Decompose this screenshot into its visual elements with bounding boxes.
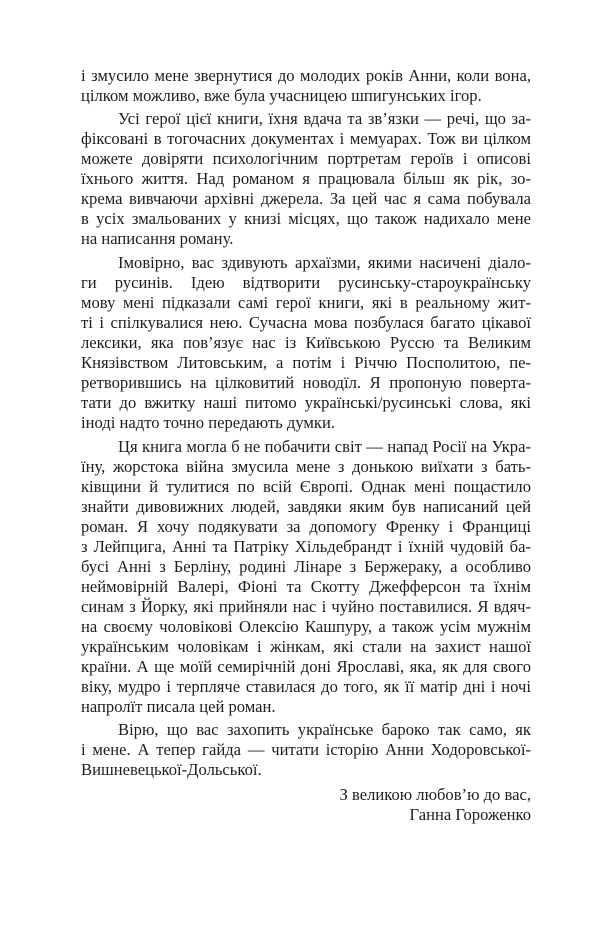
text-line: крема вивчаючи архівні джерела. За цей час я сама побувала [81,189,531,208]
text-line: ретворившись на цілковитий новодїл. Я пропоную поверта- [81,373,531,392]
text-line: Князівством Литовським, а потім і Річчю Посполитою, пе- [81,353,531,372]
text-line: неймовірній Валері, Фіоні та Скотту Джефферсон та їхнім [81,577,531,596]
text-line: цілком можливо, вже була учасницею шпигунських ігор. [81,86,482,105]
text-line: віку, мудро і терпляче ставилася до того, як її матір дні і ночі [81,677,531,696]
text-line: бусі Анні з Берліну, родині Лінаре з Бержераку, а особливо [81,557,531,576]
text-line: іноді надто точно передають думки. [81,413,336,432]
text-line: на написання роману. [81,229,234,248]
text-line: напролїт писала цей роман. [81,697,276,716]
text-line: фіксовані в тогочасних документах і мемуарах. Тож ви цілком [81,129,531,148]
text-line: можете довіряти психологічним портретам героїв і описові [81,149,531,168]
text-line: роман. Я хочу подякувати за допомогу Френку і Франциці [81,517,531,536]
text-line: Вишневецької-Дольської. [81,760,262,779]
text-line: їхнього життя. Над романом я працювала більш як рік, зо- [81,169,531,188]
text-line: мову мені підказали самі герої книги, які в реальному жит- [81,293,531,312]
text-line: їну, жорстока війна змусила мене з донькою виїхати з бать- [81,457,531,476]
text-line: Усі герої цієї книги, їхня вдача та зв’язки — речі, що за- [118,109,531,128]
text-line: ги русинів. Ідею відтворити русинську-староукраїнську [81,273,531,292]
text-line: Вірю, що вас захопить українське бароко так само, як [118,720,531,739]
text-line: ківщини й тулитися по всій Європі. Однак мені пощастило [81,477,531,496]
text-line: з Лейпцига, Анні та Патріку Хільдебрандт і їхній чудовій ба- [81,537,531,556]
text-line: і мене. А тепер гайда — читати історію Анни Ходоровської- [81,740,531,759]
text-line: синам з Йорку, які прийняли нас і чуйно поставилися. Я вдяч- [81,597,531,616]
signature-closing: З великою любов’ю до вас, [339,785,531,804]
text-line: країни. А ще моїй семирічній доні Ярославі, яка, як для свого [81,657,531,676]
signature-author: Ганна Гороженко [409,805,531,824]
text-line: на своєму чоловікові Олексію Кашпуру, а також усім мужнім [81,617,531,636]
text-line: ті і спілкувалися нею. Сучасна мова позбулася багато цікавої [81,313,531,332]
text-line: в усіх змальованих у книзі місцях, що також надихало мене [81,209,531,228]
text-line: Імовірно, вас здивують архаїзми, якими насичені діало- [118,253,531,272]
text-line: тати до вжитку наші питомо українські/русинські слова, які [81,393,531,412]
text-line: українським чоловікам і жінкам, які стали на захист нашої [81,637,531,656]
text-line: лексики, яка пов’язує нас із Київською Руссю та Великим [81,333,531,352]
text-line: Ця книга могла б не побачити світ — напад Росії на Укра- [118,437,531,456]
text-line: і змусило мене звернутися до молодих років Анни, коли вона, [81,66,531,85]
text-line: знайти дивовижних людей, завдяки яким був написаний цей [81,497,531,516]
